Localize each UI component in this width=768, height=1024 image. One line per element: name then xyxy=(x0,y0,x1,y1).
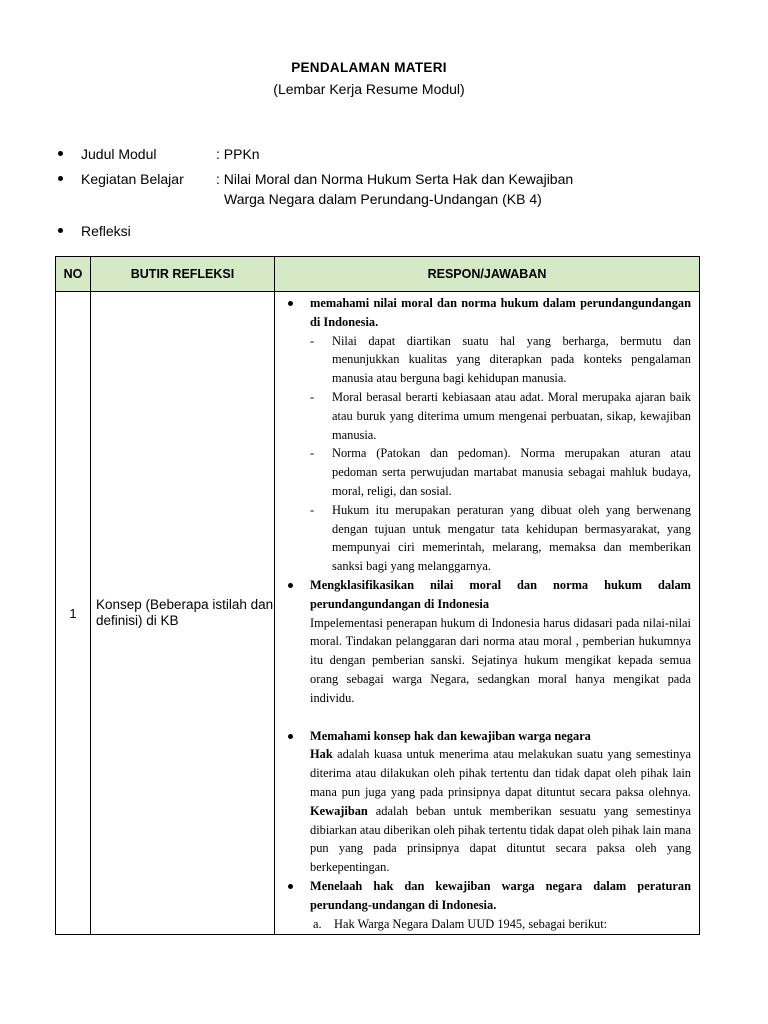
butir-refleksi-cell: Konsep (Beberapa istilah dan definisi) di KB xyxy=(91,292,275,935)
info-kegiatan-belajar xyxy=(58,169,718,209)
section-heading: memahami nilai moral dan norma hukum dalam perundangundangan di Indonesia. xyxy=(310,296,691,329)
page-subtitle: (Lembar Kerja Resume Modul) xyxy=(273,81,465,97)
term-kewajiban: Kewajiban xyxy=(310,803,368,818)
kegiatan-belajar-value-cont: Warga Negara dalam Perundang-Undangan (KB 4) xyxy=(224,191,542,207)
info-judul-modul xyxy=(58,144,718,164)
page-title: PENDALAMAN MATERI xyxy=(291,60,447,75)
list-item xyxy=(310,332,691,388)
row-number: 1 xyxy=(56,292,91,935)
term-hak: Hak xyxy=(310,747,333,762)
section-heading: Menelaah hak dan kewajiban warga negara dalam peraturan perundang-undangan di Indonesia. xyxy=(310,878,691,912)
respon-cell xyxy=(275,292,700,935)
bullet-icon xyxy=(288,884,293,889)
dash-marker: - xyxy=(310,389,315,404)
list-item xyxy=(310,501,691,576)
refleksi-label: Refleksi xyxy=(81,223,131,239)
hak-definition: adalah kuasa untuk menerima atau melakukan suatu yang semestinya diterima atau dilakukan oleh pihak tertentu dan tidak dapat oleh pihak lain mana pun juga yang pada prinsipnya dapat dituntut secara paksa olehnya. xyxy=(310,747,691,799)
list-item-text: Norma (Patokan dan pedoman). Norma merupakan aturan atau pedoman serta perwujudan martabat manusia sebagai mahluk budaya, moral, religi, dan sosial. xyxy=(332,446,691,498)
list-item-text: Hukum itu merupakan peraturan yang dibuat oleh yang berwenang dengan tujuan untuk mengatur tata kehidupan bermasyarakat, yang mempunyai ciri memerintah, melarang, memaksa dan memberikan sanksi bagi yang melanggarnya. xyxy=(332,502,691,574)
judul-modul-value: : PPKn xyxy=(216,146,260,162)
list-item-text: Hak Warga Negara Dalam UUD 1945, sebagai berikut: xyxy=(334,916,608,931)
list-item xyxy=(310,388,691,444)
kegiatan-belajar-label: Kegiatan Belajar xyxy=(81,171,184,187)
section-text: Impelementasi penerapan hukum di Indonesia harus didasari pada nilai-nilai moral. Tindakan pelanggaran dari norma atau moral , pemberian hukumnya itu dengan pemberian sanski. Sejatinya hukum mengikat kepada semua orang sebagai warga Negara, sedangkan moral hanya mengikat pada individu. xyxy=(310,615,691,705)
spacer xyxy=(285,708,691,727)
refleksi-table xyxy=(55,256,700,935)
section-text xyxy=(310,745,691,877)
header-butir-refleksi: BUTIR REFLEKSI xyxy=(91,257,275,292)
table-header-row xyxy=(56,257,700,292)
bullet-icon xyxy=(58,176,63,181)
alpha-marker: a. xyxy=(313,916,322,931)
table-row xyxy=(56,292,700,935)
info-refleksi xyxy=(58,221,358,241)
list-item-text: Nilai dapat diartikan suatu hal yang berharga, bermutu dan menunjukkan kualitas yang diterapkan pada konteks pengalaman manusia atau berguna bagi kehidupan manusia. xyxy=(332,333,691,386)
list-item-text: Moral berasal berarti kebiasaan atau adat. Moral merupaka ajaran baik atau buruk yang diterima umum mengenai perbuatan, sikap, kewajiban manusia. xyxy=(332,389,691,442)
bullet-icon xyxy=(58,228,63,233)
section-heading: Mengklasifikasikan nilai moral dan norma hukum dalam perundangundangan di Indonesia xyxy=(310,577,691,611)
list-item xyxy=(310,444,691,500)
section-klasifikasi xyxy=(285,576,691,708)
section-nilai-moral xyxy=(285,294,691,576)
dash-marker: - xyxy=(310,502,315,517)
bullet-icon xyxy=(288,734,293,739)
kewajiban-definition: adalah beban untuk memberikan sesuatu yang semestinya dibiarkan atau diberikan oleh pihak tertentu tidak dapat oleh pihak lain mana pun yang pada prinsipnya dapat dituntut secara paksa oleh yang berkepentingan. xyxy=(310,803,691,875)
dash-marker: - xyxy=(310,333,315,348)
judul-modul-label: Judul Modul xyxy=(81,146,157,162)
header-no: NO xyxy=(56,257,91,292)
dash-marker: - xyxy=(310,446,315,461)
header-respon-jawaban: RESPON/JAWABAN xyxy=(275,257,700,292)
bullet-icon xyxy=(288,301,293,306)
bullet-icon xyxy=(288,583,293,588)
list-item xyxy=(310,915,691,934)
section-heading: Memahami konsep hak dan kewajiban warga negara xyxy=(310,728,591,743)
section-hak-kewajiban xyxy=(285,727,691,877)
section-menelaah xyxy=(285,877,691,933)
bullet-icon xyxy=(58,151,63,156)
definition-list xyxy=(310,332,691,576)
kegiatan-belajar-value: : Nilai Moral dan Norma Hukum Serta Hak dan Kewajiban xyxy=(216,171,574,187)
